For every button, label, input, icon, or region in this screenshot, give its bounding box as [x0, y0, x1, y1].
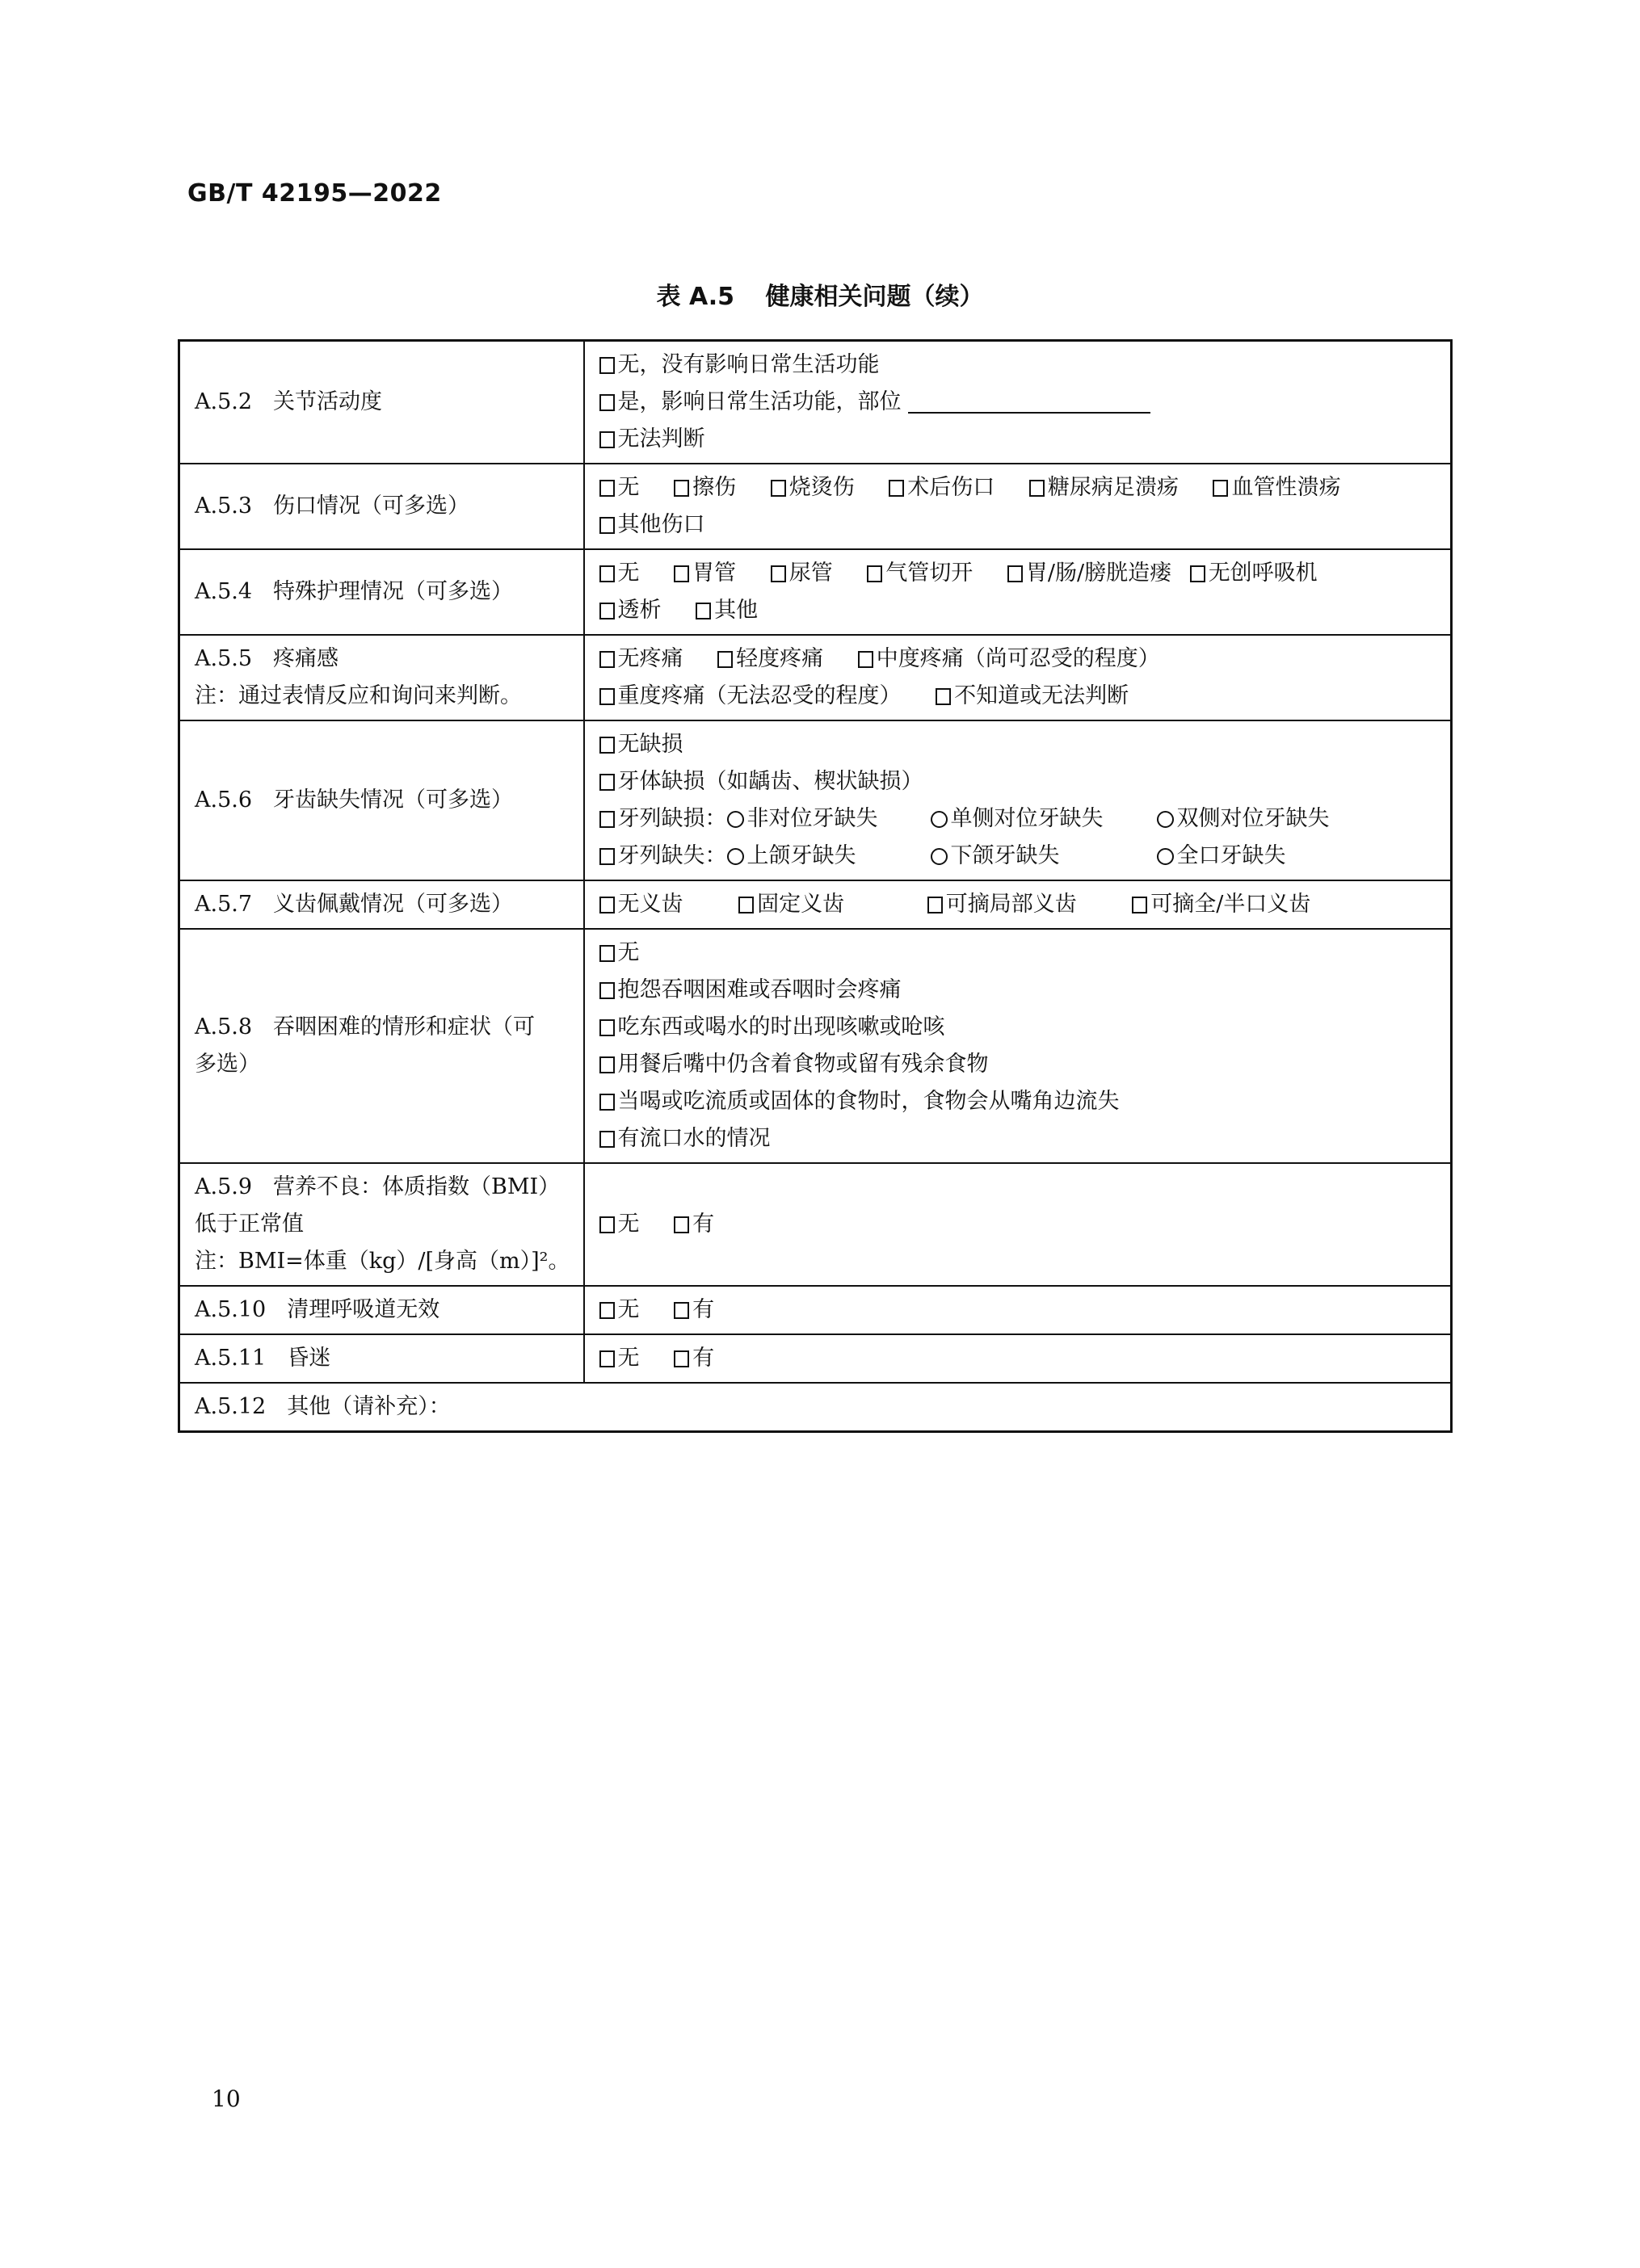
option-label: 上颌牙缺失	[746, 843, 856, 868]
option	[936, 678, 1129, 715]
answer-cell	[584, 1286, 1452, 1334]
option-label: 无	[617, 1212, 640, 1237]
option-label: 无法判断	[617, 426, 705, 452]
checkbox[interactable]	[674, 1302, 689, 1319]
option-label: 透析	[617, 598, 662, 623]
option	[674, 1206, 714, 1243]
checkbox[interactable]	[674, 1216, 689, 1233]
option-label: 有	[692, 1346, 715, 1371]
item-number: A.5.4	[195, 579, 253, 604]
checkbox[interactable]	[599, 897, 615, 914]
option-label: 无	[617, 1346, 640, 1371]
option	[599, 506, 705, 544]
radio-button[interactable]	[1157, 811, 1174, 828]
document-id: GB/T 42195—2022	[187, 179, 442, 208]
option-row	[599, 346, 1437, 384]
option-row	[599, 1206, 1437, 1243]
item-label-continued: 低于正常值	[195, 1212, 304, 1237]
option-label: 牙体缺损（如龋齿、楔状缺损）	[617, 769, 923, 794]
option	[771, 555, 833, 592]
checkbox[interactable]	[599, 1350, 615, 1367]
option-row	[599, 838, 1437, 875]
option-label: 有流口水的情况	[617, 1126, 771, 1151]
checkbox[interactable]	[771, 565, 786, 582]
option	[1190, 555, 1318, 592]
option-label: 抱怨吞咽困难或吞咽时会疼痛	[617, 977, 902, 1002]
checkbox[interactable]	[599, 811, 615, 828]
option	[674, 555, 736, 592]
option	[599, 1292, 640, 1329]
option-label: 无	[617, 940, 640, 965]
answer-cell	[584, 635, 1452, 720]
item-number: A.5.5	[195, 646, 253, 671]
checkbox[interactable]	[599, 1056, 615, 1073]
option-label: 血管性溃疡	[1231, 475, 1341, 500]
option-label: 重度疼痛（无法忍受的程度）	[617, 683, 902, 708]
option	[717, 640, 823, 678]
answer-cell	[584, 720, 1452, 880]
option-label: 单侧对位牙缺失	[950, 806, 1104, 831]
question-cell	[179, 549, 584, 635]
table-title: 健康相关问题（续）	[765, 283, 984, 311]
item-number: A.5.12	[195, 1394, 267, 1419]
option-label: 下颌牙缺失	[950, 843, 1060, 868]
option	[1213, 469, 1340, 506]
option-row	[599, 1292, 1437, 1329]
option-row	[599, 934, 1437, 972]
checkbox[interactable]	[936, 688, 951, 705]
answer-cell	[584, 1163, 1452, 1286]
table-row	[179, 635, 1452, 720]
option-label: 双侧对位牙缺失	[1176, 806, 1330, 831]
checkbox[interactable]	[717, 651, 733, 668]
checkbox[interactable]	[599, 357, 615, 374]
checkbox[interactable]	[889, 480, 904, 497]
option	[771, 469, 855, 506]
option-label: 轻度疼痛	[736, 646, 824, 671]
option-label: 无创呼吸机	[1208, 561, 1318, 586]
item-number: A.5.11	[195, 1346, 267, 1371]
option-row	[599, 726, 1437, 763]
checkbox[interactable]	[867, 565, 882, 582]
question-cell	[179, 635, 584, 720]
checkbox[interactable]	[599, 431, 615, 448]
checkbox[interactable]	[599, 1302, 615, 1319]
question-cell	[179, 1334, 584, 1383]
checkbox[interactable]	[599, 394, 615, 411]
option-label: 糖尿病足溃疡	[1047, 475, 1179, 500]
option-label: 可摘局部义齿	[945, 892, 1077, 917]
option-label: 中度疼痛（尚可忍受的程度）	[876, 646, 1160, 671]
item-label: 义齿佩戴情况（可多选）	[273, 892, 514, 917]
option-row	[599, 421, 1437, 458]
option	[1132, 886, 1310, 923]
checkbox[interactable]	[599, 480, 615, 497]
option-label: 有	[692, 1212, 715, 1237]
table-number: 表 A.5	[656, 283, 735, 311]
checkbox[interactable]	[599, 1019, 615, 1036]
checkbox[interactable]	[599, 651, 615, 668]
option	[1007, 555, 1171, 592]
checkbox[interactable]	[1190, 565, 1205, 582]
item-label: 牙齿缺失情况（可多选）	[273, 788, 514, 813]
option-row	[599, 1120, 1437, 1157]
table-row	[179, 880, 1452, 929]
question-cell	[179, 1163, 584, 1286]
item-label: 昏迷	[287, 1346, 331, 1371]
option-row	[599, 592, 1437, 629]
item-label: 关节活动度	[273, 389, 383, 414]
question-cell	[179, 1286, 584, 1334]
option	[599, 640, 683, 678]
table-caption	[0, 276, 1640, 312]
checkbox[interactable]	[599, 982, 615, 999]
item-label: 疼痛感	[273, 646, 339, 671]
option-label: 无疼痛	[617, 646, 683, 671]
option	[674, 469, 736, 506]
option	[889, 469, 995, 506]
option-label: 胃/肠/膀胱造瘘	[1025, 561, 1172, 586]
checkbox[interactable]	[1213, 480, 1228, 497]
option-label: 牙列缺损：	[617, 806, 727, 831]
option-label: 全口牙缺失	[1176, 843, 1286, 868]
checkbox[interactable]	[858, 651, 873, 668]
checkbox[interactable]	[1132, 897, 1147, 914]
option-row	[599, 1009, 1437, 1046]
checkbox[interactable]	[674, 565, 689, 582]
answer-cell	[584, 341, 1452, 464]
item-number: A.5.9	[195, 1174, 253, 1199]
option-label: 无	[617, 561, 640, 586]
option-label: 无	[617, 475, 640, 500]
item-label: 特殊护理情况（可多选）	[273, 579, 514, 604]
answer-cell	[584, 549, 1452, 635]
option	[599, 1340, 640, 1377]
option-label: 气管切开	[885, 561, 973, 586]
option-label: 尿管	[788, 561, 833, 586]
option-label: 烧烫伤	[788, 475, 855, 500]
option	[599, 1206, 640, 1243]
item-note: 注：通过表情反应和询问来判断。	[195, 683, 522, 708]
radio-button[interactable]	[1157, 848, 1174, 865]
question-cell	[179, 880, 584, 929]
item-label-continued: 多选）	[195, 1052, 260, 1077]
option-label: 无义齿	[617, 892, 683, 917]
option-label: 不知道或无法判断	[954, 683, 1129, 708]
item-note: 注：BMI=体重（kg）/[身高（m）]²。	[195, 1249, 570, 1274]
option	[674, 1292, 714, 1329]
checkbox[interactable]	[599, 1094, 615, 1111]
option-row	[599, 640, 1437, 678]
option-row	[599, 555, 1437, 592]
checkbox[interactable]	[599, 517, 615, 534]
option-row	[599, 886, 1437, 923]
question-cell	[179, 929, 584, 1163]
checkbox[interactable]	[599, 848, 615, 865]
option-row	[599, 469, 1437, 506]
checkbox[interactable]	[599, 603, 615, 620]
option-row	[599, 972, 1437, 1009]
item-number: A.5.3	[195, 494, 253, 519]
option	[599, 678, 902, 715]
option-label: 固定义齿	[757, 892, 845, 917]
option-label: 可摘全/半口义齿	[1150, 892, 1311, 917]
checkbox[interactable]	[599, 737, 615, 754]
health-issues-table	[178, 339, 1453, 1433]
option-label: 无缺损	[617, 732, 683, 757]
table-row	[179, 1286, 1452, 1334]
question-cell	[179, 341, 584, 464]
answer-cell	[584, 929, 1452, 1163]
table-row	[179, 720, 1452, 880]
option-label: 牙列缺失：	[617, 843, 727, 868]
answer-cell	[584, 1334, 1452, 1383]
checkbox[interactable]	[599, 945, 615, 962]
option-label: 是，影响日常生活功能，部位	[617, 389, 902, 414]
item-number: A.5.7	[195, 892, 253, 917]
option-label: 非对位牙缺失	[746, 806, 878, 831]
option-label: 其他伤口	[617, 512, 705, 537]
option-label: 用餐后嘴中仍含着食物或留有残余食物	[617, 1052, 989, 1077]
option	[599, 555, 640, 592]
radio-button[interactable]	[931, 811, 948, 828]
item-number: A.5.6	[195, 788, 253, 813]
table-row	[179, 1334, 1452, 1383]
answer-cell	[584, 464, 1452, 549]
checkbox[interactable]	[1029, 480, 1045, 497]
checkbox[interactable]	[599, 688, 615, 705]
question-cell	[179, 720, 584, 880]
option	[927, 886, 1077, 923]
radio-button[interactable]	[727, 848, 744, 865]
radio-button[interactable]	[931, 848, 948, 865]
checkbox[interactable]	[599, 1131, 615, 1148]
checkbox[interactable]	[599, 1216, 615, 1233]
option-row	[599, 506, 1437, 544]
option-label: 其他	[714, 598, 759, 623]
checkbox[interactable]	[738, 897, 754, 914]
option-label: 无，没有影响日常生活功能	[617, 352, 880, 377]
table-row	[179, 341, 1452, 464]
option-label: 无	[617, 1297, 640, 1322]
checkbox[interactable]	[674, 1350, 689, 1367]
page-number: 10	[212, 2085, 241, 2112]
option	[858, 640, 1160, 678]
table-row	[179, 1163, 1452, 1286]
option-row	[599, 763, 1437, 800]
option-label: 有	[692, 1297, 715, 1322]
checkbox[interactable]	[1007, 565, 1023, 582]
option	[1029, 469, 1179, 506]
question-cell	[179, 464, 584, 549]
option-label: 吃东西或喝水的时出现咳嗽或呛咳	[617, 1014, 945, 1040]
item-label: 吞咽困难的情形和症状（可	[273, 1014, 536, 1040]
option	[696, 592, 758, 629]
option-row	[599, 1340, 1437, 1377]
option	[867, 555, 973, 592]
option	[599, 592, 662, 629]
option-label: 当喝或吃流质或固体的食物时，食物会从嘴角边流失	[617, 1089, 1120, 1114]
item-label: 其他（请补充）：	[287, 1394, 451, 1419]
option-row	[599, 1083, 1437, 1120]
location-blank-field[interactable]	[908, 388, 1150, 414]
checkbox[interactable]	[599, 565, 615, 582]
option-row	[599, 1046, 1437, 1083]
option-row	[599, 384, 1437, 421]
option-row	[599, 800, 1437, 838]
answer-cell	[584, 880, 1452, 929]
other-cell	[179, 1383, 1452, 1432]
item-label: 营养不良：体质指数（BMI）	[273, 1174, 561, 1199]
option	[674, 1340, 714, 1377]
option-label: 术后伤口	[907, 475, 995, 500]
option	[599, 886, 683, 923]
item-number: A.5.8	[195, 1014, 253, 1040]
table-row	[179, 1383, 1452, 1432]
item-number: A.5.10	[195, 1297, 267, 1322]
option-label: 胃管	[692, 561, 737, 586]
option-row	[599, 678, 1437, 715]
checkbox[interactable]	[771, 480, 786, 497]
checkbox[interactable]	[599, 774, 615, 791]
checkbox[interactable]	[674, 480, 689, 497]
option	[599, 469, 640, 506]
checkbox[interactable]	[696, 603, 711, 620]
option	[738, 886, 844, 923]
table-row	[179, 464, 1452, 549]
table-row	[179, 549, 1452, 635]
table-row	[179, 929, 1452, 1163]
option-label: 擦伤	[692, 475, 737, 500]
radio-button[interactable]	[727, 811, 744, 828]
item-label: 伤口情况（可多选）	[273, 494, 470, 519]
item-label: 清理呼吸道无效	[287, 1297, 440, 1322]
item-number: A.5.2	[195, 389, 253, 414]
checkbox[interactable]	[927, 897, 943, 914]
